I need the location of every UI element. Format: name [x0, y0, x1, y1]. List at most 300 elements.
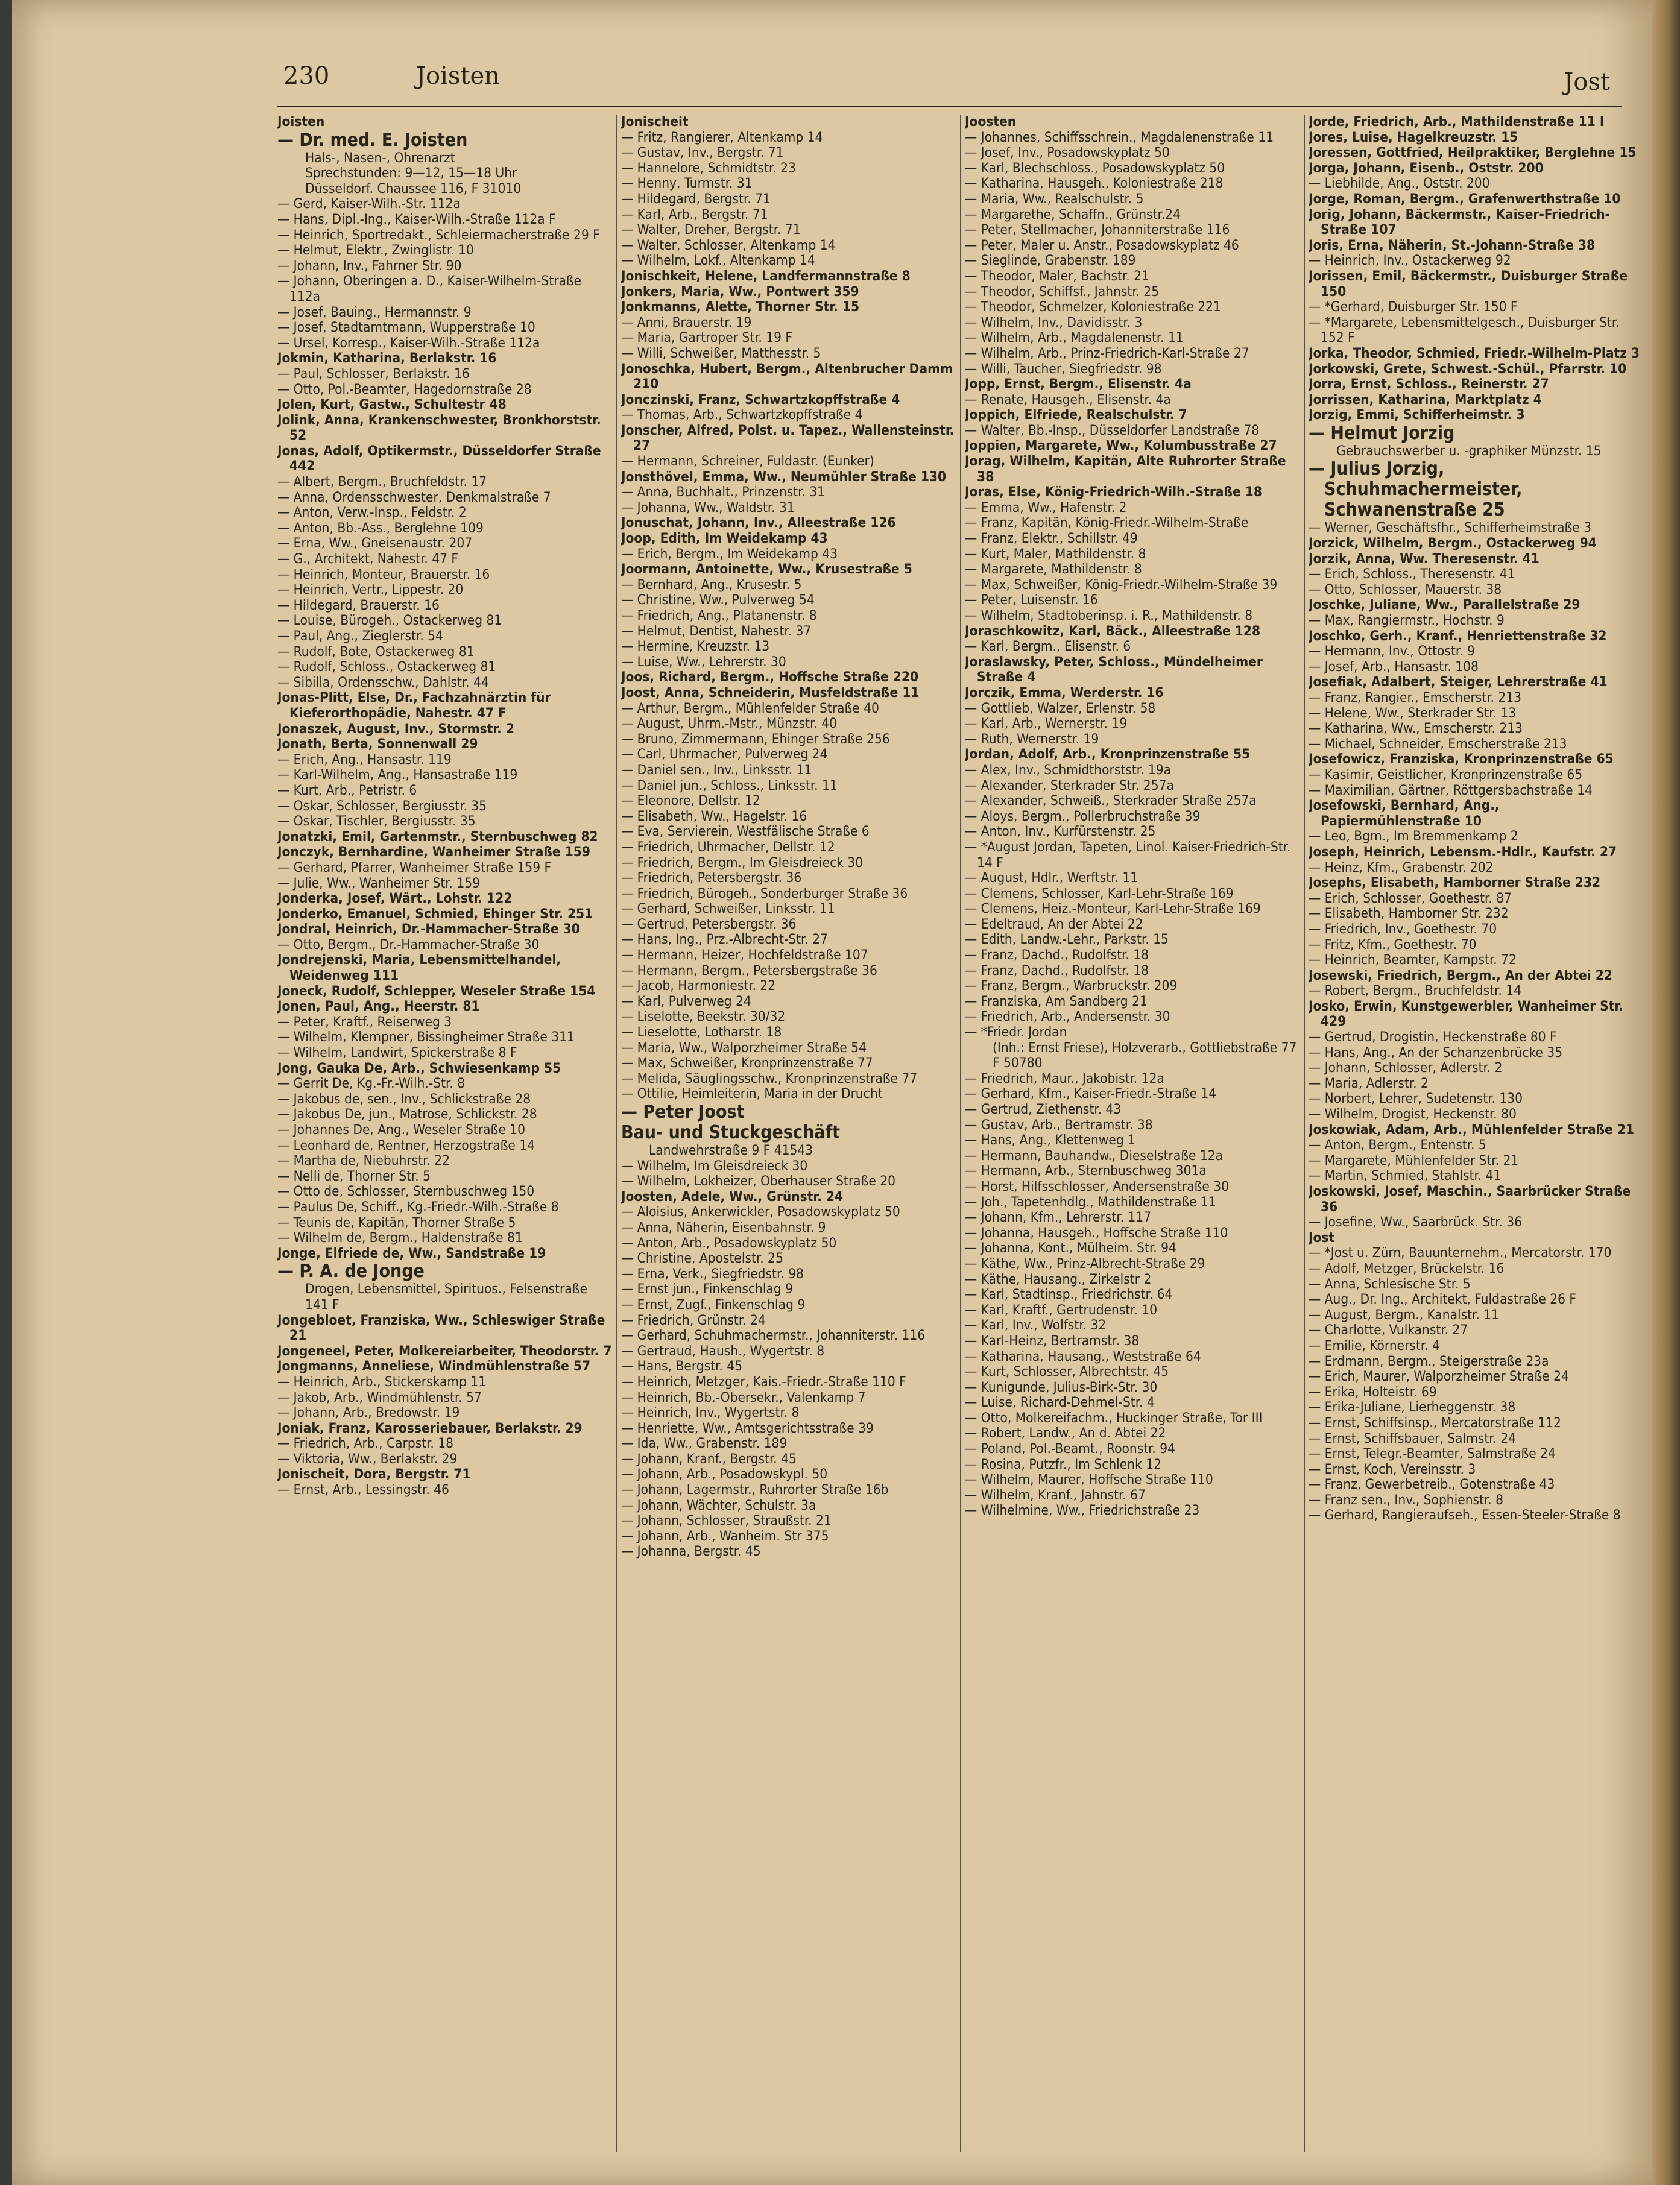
directory-entry: — Henriette, Ww., Amtsgerichtsstraße 39 — [621, 1420, 874, 1436]
directory-entry: Jonischeit, Dora, Bergstr. 71 — [277, 1466, 471, 1483]
directory-entry: — Eleonore, Dellstr. 12 — [621, 793, 760, 809]
directory-entry: — Paulus De, Schiff., Kg.-Friedr.-Wilh.-Straße 8 — [277, 1199, 559, 1215]
directory-entry: — Wilhelm de, Bergm., Haldenstraße 81 — [277, 1230, 523, 1246]
directory-entry: — Karl, Bergm., Elisenstr. 6 — [965, 638, 1131, 655]
directory-entry: — Ursel, Korresp., Kaiser-Wilh.-Straße 112a — [277, 335, 540, 351]
directory-entry: Jonge, Elfriede de, Ww., Sandstraße 19 — [277, 1245, 546, 1261]
directory-entry: — Wilhelm, Maurer, Hoffsche Straße 110 — [965, 1472, 1213, 1488]
directory-entry: — Carl, Uhrmacher, Pulverweg 24 — [621, 746, 828, 763]
directory-entry: Jorge, Roman, Bergm., Grafenwerthstraße 10 — [1309, 191, 1621, 207]
directory-entry: — Johann, Lagermstr., Ruhrorter Straße 16b — [621, 1482, 889, 1498]
directory-entry: — Julius Jorzig, Schuhmachermeister, Schwanenstraße 25 — [1309, 458, 1523, 521]
directory-entry: — Maria, Adlerstr. 2 — [1309, 1075, 1429, 1091]
directory-entry: Joraslawsky, Peter, Schloss., Mündelheimer Straße 4 — [965, 654, 1263, 686]
column-3 — [965, 115, 1299, 2152]
directory-entry: — Anna, Näherin, Eisenbahnstr. 9 — [621, 1219, 826, 1235]
directory-entry: — Elisabeth, Hamborner Str. 232 — [1309, 906, 1509, 922]
directory-entry: — Clemens, Schlosser, Karl-Lehr-Straße 169 — [965, 885, 1234, 901]
directory-entry: — Paul, Ang., Zieglerstr. 54 — [277, 628, 443, 644]
directory-entry: — Sieglinde, Grabenstr. 189 — [965, 253, 1136, 269]
directory-entry: — Helmut Jorzig — [1309, 422, 1455, 444]
directory-entry: — Franz, Dachd., Rudolfstr. 18 — [965, 947, 1149, 963]
directory-entry: — Anna, Buchhalt., Prinzenstr. 31 — [621, 484, 826, 500]
book-edge — [1652, 0, 1680, 2185]
directory-entry: — Franz, Kapitän, König-Friedr.-Wilhelm-Straße — [965, 515, 1249, 531]
directory-entry: Jorga, Johann, Eisenb., Oststr. 200 — [1309, 160, 1544, 176]
directory-entry: Jorzik, Anna, Ww. Theresenstr. 41 — [1309, 550, 1539, 567]
directory-entry: — Kasimir, Geistlicher, Kronprinzenstraße 65 — [1309, 766, 1583, 783]
directory-entry: — Maximilian, Gärtner, Röttgersbachstraße 14 — [1309, 782, 1593, 798]
directory-entry: — Gertrud, Drogistin, Heckenstraße 80 F — [1309, 1029, 1557, 1045]
directory-entry: — Kurt, Schlosser, Albrechtstr. 45 — [965, 1364, 1169, 1380]
directory-entry: — Franz, Elektr., Schillstr. 49 — [965, 531, 1138, 547]
directory-entry: — Johann, Oberingen a. D., Kaiser-Wilhelm-Straße 112a — [277, 273, 582, 304]
directory-entry: — Elisabeth, Ww., Hagelstr. 16 — [621, 808, 807, 824]
directory-entry: — Edeltraud, An der Abtei 22 — [965, 916, 1143, 932]
directory-entry: — Wilhelm, Drogist, Heckenstr. 80 — [1309, 1106, 1517, 1123]
directory-entry: — Hermann, Schreiner, Fuldastr. (Eunker) — [621, 453, 874, 470]
directory-entry: — P. A. de Jonge — [277, 1261, 425, 1282]
directory-entry: — Helmut, Dentist, Nahestr. 37 — [621, 623, 812, 639]
directory-entry: — Gerhard, Schweißer, Linksstr. 11 — [621, 901, 835, 917]
directory-entry: — Erich, Bergm., Im Weidekamp 43 — [621, 546, 838, 562]
directory-entry: — Hildegard, Bergstr. 71 — [621, 191, 771, 207]
directory-entry: Jonsthövel, Emma, Ww., Neumühler Straße 130 — [621, 468, 947, 485]
directory-entry: — August, Uhrm.-Mstr., Münzstr. 40 — [621, 716, 837, 732]
directory-entry: — Franziska, Am Sandberg 21 — [965, 993, 1148, 1009]
directory-entry: — Ida, Ww., Grabenstr. 189 — [621, 1436, 788, 1452]
directory-entry: Jores, Luise, Hagelkreuzstr. 15 — [1309, 129, 1518, 145]
directory-entry: — Aug., Dr. Ing., Architekt, Fuldastraße 26 F — [1309, 1291, 1577, 1308]
directory-entry: — Wilhelm, Stadtoberinsp. i. R., Mathildenstr. 8 — [965, 608, 1253, 623]
directory-entry: — Walter, Dreher, Bergstr. 71 — [621, 222, 801, 238]
directory-entry: — Karl, Pulverweg 24 — [621, 993, 751, 1009]
directory-entry: — Hermann, Bergm., Petersbergstraße 36 — [621, 962, 877, 979]
directory-entry: — Willi, Taucher, Siegfriedstr. 98 — [965, 361, 1162, 377]
directory-entry: — Liebhilde, Ang., Oststr. 200 — [1309, 175, 1490, 192]
directory-entry: — G., Architekt, Nahestr. 47 F — [277, 551, 459, 567]
directory-entry: — Franz sen., Inv., Sophienstr. 8 — [1309, 1492, 1504, 1508]
directory-entry: — Käthe, Hausang., Zirkelstr 2 — [965, 1271, 1152, 1287]
directory-entry: — Wilhelm, Arb., Magdalenenstr. 11 — [965, 330, 1184, 346]
directory-entry: — Anton, Verw.-Insp., Feldstr. 2 — [277, 505, 467, 521]
directory-entry: — Friedrich, Uhrmacher, Dellstr. 12 — [621, 839, 835, 855]
directory-entry: — Liselotte, Beekstr. 30/32 — [621, 1009, 786, 1025]
directory-entry: Joskowski, Josef, Maschin., Saarbrücker Straße 36 — [1309, 1184, 1631, 1215]
directory-entry: — Clemens, Heiz.-Monteur, Karl-Lehr-Straße 169 — [965, 901, 1261, 917]
directory-entry: Jongeneel, Peter, Molkereiarbeiter, Theodorstr. 7 — [277, 1343, 612, 1359]
directory-entry: Jondral, Heinrich, Dr.-Hammacher-Straße 30 — [277, 921, 580, 938]
directory-entry: — Margarete, Mathildenstr. 8 — [965, 561, 1142, 578]
directory-entry: Josefowski, Bernhard, Ang., Papiermühlenstraße 10 — [1309, 798, 1500, 829]
directory-entry: Joraschkowitz, Karl, Bäck., Alleestraße 128 — [965, 623, 1261, 639]
directory-entry: — Franz, Bergm., Warbruckstr. 209 — [965, 978, 1178, 994]
directory-entry: — Johann, Arb., Wanheim. Str 375 — [621, 1528, 829, 1544]
directory-entry: — Hermann, Inv., Ottostr. 9 — [1309, 643, 1475, 660]
directory-entry: Joppien, Margarete, Ww., Kolumbusstraße 27 — [965, 438, 1277, 454]
directory-entry: — Edith, Landw.-Lehr., Parkstr. 15 — [965, 932, 1169, 948]
directory-entry: — Hildegard, Brauerstr. 16 — [277, 597, 440, 613]
directory-entry: Josefowicz, Franziska, Kronprinzenstraße 65 — [1309, 751, 1614, 768]
directory-entry: — Johann, Arb., Posadowskypl. 50 — [621, 1466, 828, 1483]
directory-entry: — Karl, Blechschloss., Posadowskyplatz 50 — [965, 160, 1225, 176]
directory-entry: — *Gerhard, Duisburger Str. 150 F — [1309, 299, 1518, 315]
directory-entry: — Karl, Kraftf., Gertrudenstr. 10 — [965, 1302, 1158, 1318]
directory-entry: Düsseldorf. Chaussee 116, F 31010 — [305, 180, 522, 197]
directory-entry: Jongebloet, Franziska, Ww., Schleswiger Straße 21 — [277, 1312, 605, 1344]
directory-entry: Jong, Gauka De, Arb., Schwiesenkamp 55 — [277, 1060, 561, 1076]
directory-entry: Joisten — [277, 115, 325, 130]
page-header — [277, 57, 1622, 107]
directory-entry: — Rudolf, Bote, Ostackerweg 81 — [277, 643, 475, 660]
directory-entry: Jorag, Wilhelm, Kapitän, Alte Ruhrorter Straße 38 — [965, 453, 1286, 485]
directory-entry: — Erich, Ang., Hansastr. 119 — [277, 751, 452, 768]
directory-entry: Jolink, Anna, Krankenschwester, Bronkhorststr. 52 — [277, 412, 601, 444]
directory-entry: — Heinz, Kfm., Grabenstr. 202 — [1309, 859, 1494, 875]
directory-entry: Jorka, Theodor, Schmied, Friedr.-Wilhelm-Platz 3 — [1309, 345, 1640, 361]
directory-page — [12, 0, 1652, 2185]
directory-entry: — Ernst, Schiffsbauer, Salmstr. 24 — [1309, 1430, 1517, 1446]
directory-entry: — Oskar, Tischler, Bergiusstr. 35 — [277, 813, 476, 830]
directory-entry: — Johanna, Hausgeh., Hoffsche Straße 110 — [965, 1225, 1228, 1241]
directory-entry: — Daniel jun., Schloss., Linksstr. 11 — [621, 777, 838, 793]
running-head-right: Jost — [1564, 68, 1610, 96]
directory-entry: — Hermann, Arb., Sternbuschweg 301a — [965, 1163, 1207, 1179]
directory-entry: Jonath, Berta, Sonnenwall 29 — [277, 736, 478, 752]
directory-entry: — Otto, Schlosser, Mauerstr. 38 — [1309, 581, 1502, 597]
directory-entry: Bau- und Stuckgeschäft — [621, 1122, 841, 1143]
directory-entry: — Anna, Schlesische Str. 5 — [1309, 1276, 1471, 1292]
directory-entry: — Kurt, Maler, Mathildenstr. 8 — [965, 546, 1146, 562]
directory-entry: — Peter, Maler u. Anstr., Posadowskyplatz 46 — [965, 237, 1239, 253]
directory-entry: — Robert, Landw., An d. Abtei 22 — [965, 1425, 1166, 1442]
directory-entry: — Anna, Ordensschwester, Denkmalstraße 7 — [277, 489, 551, 505]
directory-entry: Jonscher, Alfred, Polst. u. Tapez., Wallensteinstr. 27 — [621, 422, 955, 454]
directory-entry: — Luise, Ww., Lehrerstr. 30 — [621, 654, 786, 670]
directory-entry: — Erich, Maurer, Walporzheimer Straße 24 — [1309, 1369, 1569, 1385]
directory-entry: — Theodor, Schiffsf., Jahnstr. 25 — [965, 283, 1160, 300]
column-2 — [621, 115, 956, 2152]
directory-entry: Jorissen, Emil, Bäckermstr., Duisburger Straße 150 — [1309, 268, 1628, 300]
directory-entry: — August, Bergm., Kanalstr. 11 — [1309, 1307, 1499, 1323]
directory-entry: — Theodor, Schmelzer, Koloniestraße 221 — [965, 299, 1221, 315]
directory-entry: — Wilhelm, Klempner, Bissingheimer Straße 311 — [277, 1029, 575, 1045]
directory-entry: — Emma, Ww., Hafenstr. 2 — [965, 499, 1127, 516]
directory-entry: — Friedrich, Arb., Carpstr. 18 — [277, 1436, 454, 1452]
directory-entry: — Bruno, Zimmermann, Ehinger Straße 256 — [621, 731, 890, 747]
directory-entry: — Johann, Schlosser, Straußstr. 21 — [621, 1513, 832, 1529]
directory-entry: — Renate, Hausgeh., Elisenstr. 4a — [965, 391, 1171, 408]
directory-entry: — Poland, Pol.-Beamt., Roonstr. 94 — [965, 1441, 1176, 1457]
directory-entry: Jonischeit — [621, 115, 689, 130]
directory-entry: — Erna, Verk., Siegfriedstr. 98 — [621, 1266, 804, 1282]
directory-entry: — Anton, Bb.-Ass., Berglehne 109 — [277, 520, 484, 536]
directory-entry: — Wilhelm, Im Gleisdreieck 30 — [621, 1158, 808, 1174]
directory-entry: Jonischkeit, Helene, Landfermannstraße 8 — [621, 268, 911, 284]
directory-entry: Joost, Anna, Schneiderin, Musfeldstraße 11 — [621, 684, 920, 701]
directory-entry: — Heinrich, Inv., Ostackerweg 92 — [1309, 253, 1511, 269]
directory-entry: Jonatzki, Emil, Gartenmstr., Sternbuschweg 82 — [277, 828, 598, 845]
directory-entry: — Heinrich, Arb., Stickerskamp 11 — [277, 1373, 487, 1390]
directory-entry: — Johann, Kfm., Lehrerstr. 117 — [965, 1209, 1152, 1226]
directory-entry: — Josef, Bauing., Hermannstr. 9 — [277, 304, 472, 320]
directory-entry: Joniak, Franz, Karosseriebauer, Berlakstr. 29 — [277, 1420, 583, 1436]
directory-entry: — Johanna, Ww., Waldstr. 31 — [621, 499, 795, 516]
directory-entry: Joosten, Adele, Ww., Grünstr. 24 — [621, 1188, 844, 1205]
directory-entry: Jonczinski, Franz, Schwartzkopffstraße 4 — [621, 391, 900, 408]
directory-entry: Josephs, Elisabeth, Hamborner Straße 232 — [1309, 875, 1601, 891]
directory-entry: — Anton, Inv., Kurfürstenstr. 25 — [965, 824, 1156, 840]
directory-entry: — Karl, Arb., Wernerstr. 19 — [965, 716, 1128, 732]
directory-entry: — Sibilla, Ordensschw., Dahlstr. 44 — [277, 674, 489, 690]
directory-entry: — Willi, Schweißer, Matthesstr. 5 — [621, 345, 821, 361]
directory-entry: — Ottilie, Heimleiterin, Maria in der Drucht — [621, 1086, 883, 1102]
directory-entry: — Ernst jun., Finkenschlag 9 — [621, 1281, 794, 1297]
directory-entry: Jolen, Kurt, Gastw., Schultestr 48 — [277, 397, 507, 413]
directory-entry: — Karl, Stadtinsp., Friedrichstr. 64 — [965, 1287, 1173, 1303]
directory-entry: Jorra, Ernst, Schloss., Reinerstr. 27 — [1309, 376, 1549, 393]
directory-entry: — Hans, Bergstr. 45 — [621, 1358, 742, 1375]
directory-entry: — Erika, Holteistr. 69 — [1309, 1384, 1437, 1400]
directory-entry: — Johann, Schlosser, Adlerstr. 2 — [1309, 1060, 1503, 1076]
directory-entry: — Hermann, Bauhandw., Dieselstraße 12a — [965, 1147, 1224, 1164]
directory-entry: — Bernhard, Ang., Krusestr. 5 — [621, 576, 802, 593]
directory-entry: — Teunis de, Kapitän, Thorner Straße 5 — [277, 1214, 516, 1231]
directory-entry: Joop, Edith, Im Weidekamp 43 — [621, 531, 828, 547]
directory-entry: — Johanna, Kont., Mülheim. Str. 94 — [965, 1240, 1176, 1256]
directory-entry: — Katharina, Hausgeh., Koloniestraße 218 — [965, 175, 1224, 192]
directory-entry: — Gerd, Kaiser-Wilh.-Str. 112a — [277, 196, 461, 212]
directory-entry: (Inh.: Ernst Friese), Holzverarb., Gottliebstraße 77 F 50780 — [993, 1039, 1297, 1071]
directory-entry: — August, Hdlr., Werftstr. 11 — [965, 870, 1138, 886]
directory-entry: Jorzick, Wilhelm, Bergm., Ostackerweg 94 — [1309, 535, 1597, 552]
directory-entry: — Gerhard, Kfm., Kaiser-Friedr.-Straße 14 — [965, 1086, 1217, 1102]
column-divider — [960, 115, 961, 2152]
directory-entry: — Paul, Schlosser, Berlakstr. 16 — [277, 365, 470, 382]
directory-entry: — Gerrit De, Kg.-Fr.-Wilh.-Str. 8 — [277, 1076, 465, 1092]
directory-entry: — Max, Rangiermstr., Hochstr. 9 — [1309, 613, 1505, 629]
directory-entry: Jonas-Plitt, Else, Dr., Fachzahnärztin für Kieferorthopädie, Nahestr. 47 F — [277, 690, 551, 721]
directory-entry: Jorig, Johann, Bäckermstr., Kaiser-Friedrich-Straße 107 — [1309, 206, 1611, 238]
directory-entry: — Heinrich, Inv., Wygertstr. 8 — [621, 1405, 800, 1421]
directory-entry: — Otto, Bergm., Dr.-Hammacher-Straße 30 — [277, 936, 540, 953]
directory-entry: — Maria, Ww., Realschulstr. 5 — [965, 191, 1144, 207]
directory-entry: Jordan, Adolf, Arb., Kronprinzenstraße 55 — [965, 746, 1251, 763]
directory-entry: — Heinrich, Bb.-Obersekr., Valenkamp 7 — [621, 1389, 866, 1405]
directory-entry: — Emilie, Körnerstr. 4 — [1309, 1337, 1440, 1354]
directory-entry: — Hannelore, Schmidtstr. 23 — [621, 160, 796, 176]
directory-entry: — Ernst, Arb., Lessingstr. 46 — [277, 1482, 449, 1498]
directory-entry: — *Margarete, Lebensmittelgesch., Duisburger Str. 152 F — [1309, 314, 1620, 346]
directory-entry: — Erich, Schloss., Theresenstr. 41 — [1309, 566, 1515, 582]
directory-entry: Jokmin, Katharina, Berlakstr. 16 — [277, 350, 497, 367]
directory-entry: — Gertrud, Ziethenstr. 43 — [965, 1102, 1122, 1117]
directory-entry: — *Friedr. Jordan — [965, 1024, 1067, 1041]
directory-entry: — Norbert, Lehrer, Sudetenstr. 130 — [1309, 1091, 1523, 1107]
directory-entry: — Wilhelm, Kranf., Jahnstr. 67 — [965, 1487, 1146, 1503]
directory-entry: — Wilhelm, Inv., Davidisstr. 3 — [965, 314, 1143, 330]
column-4 — [1309, 115, 1643, 2152]
directory-entry: — Max, Schweißer, Kronprinzenstraße 77 — [621, 1055, 873, 1071]
directory-entry: — Gertraud, Haush., Wygertstr. 8 — [621, 1343, 825, 1359]
column-divider — [1304, 115, 1305, 2152]
directory-entry: — Fritz, Kfm., Goethestr. 70 — [1309, 936, 1477, 953]
directory-entry: Josefiak, Adalbert, Steiger, Lehrerstraße 41 — [1309, 674, 1608, 690]
directory-entry: — Martha de, Niebuhrstr. 22 — [277, 1153, 450, 1169]
directory-entry: — Peter, Stellmacher, Johanniterstraße 116 — [965, 222, 1230, 238]
directory-entry: — Wilhelm, Lokheizer, Oberhauser Straße 20 — [621, 1173, 895, 1190]
directory-entry: — Albert, Bergm., Bruchfeldstr. 17 — [277, 474, 487, 490]
directory-entry: — Friedrich, Petersbergstr. 36 — [621, 870, 802, 886]
directory-entry: — Ernst, Telegr.-Beamter, Salmstraße 24 — [1309, 1446, 1556, 1462]
directory-entry: Jorkowski, Grete, Schwest.-Schül., Pfarrstr. 10 — [1309, 361, 1627, 377]
directory-entry: — Peter, Kraftf., Reiserweg 3 — [277, 1014, 452, 1030]
directory-entry: — Heinrich, Vertr., Lippestr. 20 — [277, 582, 464, 598]
directory-entry: Hals-, Nasen-, Ohrenarzt — [305, 150, 455, 166]
directory-entry: — Michael, Schneider, Emscherstraße 213 — [1309, 736, 1567, 752]
directory-entry: — Wilhelm, Landwirt, Spickerstraße 8 F — [277, 1045, 517, 1061]
directory-entry: — Johannes De, Ang., Weseler Straße 10 — [277, 1122, 525, 1138]
directory-entry: Joormann, Antoinette, Ww., Krusestraße 5 — [621, 561, 912, 578]
directory-entry: — Adolf, Metzger, Brückelstr. 16 — [1309, 1260, 1505, 1276]
directory-entry: — Erna, Ww., Gneisenaustr. 207 — [277, 535, 473, 552]
directory-entry: Gebrauchswerber u. -graphiker Münzstr. 15 — [1336, 443, 1602, 459]
directory-entry: — Otto, Pol.-Beamter, Hagedornstraße 28 — [277, 381, 532, 397]
directory-entry: — Arthur, Bergm., Mühlenfelder Straße 40 — [621, 700, 879, 716]
directory-entry: — Josefine, Ww., Saarbrück. Str. 36 — [1309, 1214, 1523, 1231]
directory-entry: — Hans, Ing., Prz.-Albrecht-Str. 27 — [621, 932, 828, 948]
directory-entry: Jonen, Paul, Ang., Heerstr. 81 — [277, 998, 480, 1015]
directory-entry: — Karl-Wilhelm, Ang., Hansastraße 119 — [277, 767, 518, 783]
directory-entry: — Jakobus de, sen., Inv., Schlickstraße 28 — [277, 1091, 531, 1107]
directory-entry: — Nelli de, Thorner Str. 5 — [277, 1168, 431, 1184]
directory-entry: Jonoschka, Hubert, Bergm., Altenbrucher Damm 210 — [621, 361, 953, 393]
directory-entry: Jorrissen, Katharina, Marktplatz 4 — [1309, 391, 1542, 408]
directory-entry: — Daniel sen., Inv., Linksstr. 11 — [621, 761, 812, 778]
directory-entry: — Dr. med. E. Joisten — [277, 129, 468, 151]
directory-entry: Jonuschat, Johann, Inv., Alleestraße 126 — [621, 515, 896, 531]
directory-entry: Joosten — [965, 115, 1017, 130]
directory-entry: — Ernst, Schiffsinsp., Mercatorstraße 112 — [1309, 1414, 1561, 1431]
directory-entry: Jonderka, Josef, Wärt., Lohstr. 122 — [277, 891, 513, 907]
directory-entry: — Johanna, Bergstr. 45 — [621, 1543, 761, 1560]
directory-entry: — Jakobus De, jun., Matrose, Schlickstr. 28 — [277, 1106, 537, 1123]
directory-entry: — Horst, Hilfsschlosser, Andersenstraße 30 — [965, 1178, 1230, 1194]
directory-entry: — Karl-Heinz, Bertramstr. 38 — [965, 1332, 1140, 1349]
directory-entry: — Helmut, Elektr., Zwinglistr. 10 — [277, 242, 474, 259]
directory-entry: Joras, Else, König-Friedrich-Wilh.-Straße 18 — [965, 484, 1262, 500]
directory-entry: Joos, Richard, Bergm., Hoffsche Straße 220 — [621, 669, 919, 686]
column-1 — [277, 115, 612, 2152]
directory-entry: Joppich, Elfriede, Realschulstr. 7 — [965, 407, 1187, 423]
directory-entry: — Ernst, Zugf., Finkenschlag 9 — [621, 1296, 806, 1313]
directory-entry: — Heinrich, Sportredakt., Schleiermacherstraße 29 F — [277, 227, 600, 243]
directory-entry: — Louise, Bürogeh., Ostackerweg 81 — [277, 613, 502, 629]
directory-entry: — Leo, Bgm., Im Bremmenkamp 2 — [1309, 828, 1518, 845]
directory-entry: — Melida, Säuglingsschw., Kronprinzenstraße 77 — [621, 1070, 918, 1086]
directory-entry: Jondrejenski, Maria, Lebensmittelhandel, Weidenweg 111 — [277, 952, 561, 984]
directory-entry: — Franz, Gewerbetreib., Gotenstraße 43 — [1309, 1477, 1555, 1493]
directory-entry: — Anton, Arb., Posadowskyplatz 50 — [621, 1235, 837, 1251]
directory-entry: — Wilhelmine, Ww., Friedrichstraße 23 — [965, 1502, 1200, 1519]
directory-entry: — Johann, Inv., Fahrner Str. 90 — [277, 257, 462, 274]
directory-entry: Drogen, Lebensmittel, Spirituos., Felsenstraße 141 F — [305, 1281, 587, 1313]
directory-entry: — Charlotte, Vulkanstr. 27 — [1309, 1322, 1468, 1338]
directory-entry: — Ernst, Koch, Vereinsstr. 3 — [1309, 1461, 1476, 1477]
directory-entry: — Katharina, Ww., Emscherstr. 213 — [1309, 720, 1523, 737]
directory-entry: — Karl, Inv., Wolfstr. 32 — [965, 1317, 1107, 1334]
directory-entry: — Gustav, Arb., Bertramstr. 38 — [965, 1117, 1153, 1133]
directory-entry: — Gerhard, Schuhmachermstr., Johanniterstr. 116 — [621, 1328, 926, 1344]
directory-entry: Joschko, Gerh., Kranf., Henriettenstraße 32 — [1309, 628, 1607, 644]
directory-entry: — Kurt, Arb., Petristr. 6 — [277, 782, 417, 798]
directory-entry: Jonderko, Emanuel, Schmied, Ehinger Str. 251 — [277, 906, 593, 922]
directory-entry: — Josef, Arb., Hansastr. 108 — [1309, 658, 1479, 675]
directory-entry: — Josef, Inv., Posadowskyplatz 50 — [965, 145, 1170, 161]
directory-entry: — Erdmann, Bergm., Steigerstraße 23a — [1309, 1353, 1549, 1369]
directory-entry: — Heinrich, Beamter, Kampstr. 72 — [1309, 952, 1517, 968]
directory-entry: — Margarethe, Schaffn., Grünstr.24 — [965, 206, 1181, 222]
directory-entry: — Peter Joost — [621, 1102, 745, 1123]
directory-entry: — Wilhelm, Lokf., Altenkamp 14 — [621, 253, 815, 269]
directory-entry: — Kunigunde, Julius-Birk-Str. 30 — [965, 1379, 1158, 1395]
directory-entry: — Eva, Servierein, Westfälische Straße 6 — [621, 824, 870, 840]
directory-entry: — Luise, Richard-Dehmel-Str. 4 — [965, 1395, 1155, 1411]
directory-entry: Jonczyk, Bernhardine, Wanheimer Straße 159 — [277, 844, 590, 860]
directory-entry: Joseph, Heinrich, Lebensm.-Hdlr., Kaufstr. 27 — [1309, 843, 1617, 860]
directory-entry: — Johann, Arb., Bredowstr. 19 — [277, 1405, 460, 1421]
directory-entry: — Katharina, Hausang., Weststraße 64 — [965, 1348, 1201, 1364]
directory-entry: — Ruth, Wernerstr. 19 — [965, 731, 1099, 747]
directory-entry: — Walter, Schlosser, Altenkamp 14 — [621, 237, 836, 253]
directory-entry: — Heinrich, Metzger, Kais.-Friedr.-Straße 110 F — [621, 1373, 906, 1390]
directory-entry: — Anton, Bergm., Entenstr. 5 — [1309, 1137, 1486, 1153]
directory-entry: — Friedrich, Grünstr. 24 — [621, 1312, 766, 1328]
directory-entry: Josewski, Friedrich, Bergm., An der Abtei 22 — [1309, 967, 1612, 983]
directory-columns — [277, 115, 1640, 2152]
directory-entry: — Gertrud, Petersbergstr. 36 — [621, 916, 797, 932]
directory-entry: Jost — [1309, 1229, 1335, 1246]
directory-entry: — Max, Schweißer, König-Friedr.-Wilhelm-Straße 39 — [965, 576, 1278, 593]
directory-entry: Jorczik, Emma, Werderstr. 16 — [965, 684, 1164, 701]
directory-entry: Jonas, Adolf, Optikermstr., Düsseldorfer Straße 442 — [277, 443, 601, 475]
directory-entry: — Erich, Schlosser, Goethestr. 87 — [1309, 890, 1512, 906]
directory-entry: Jongmanns, Anneliese, Windmühlenstraße 57 — [277, 1358, 591, 1375]
running-head-left: Joisten — [416, 62, 500, 90]
directory-entry: — Rosina, Putzfr., Im Schlenk 12 — [965, 1456, 1161, 1472]
directory-entry: — Friedrich, Bergm., Im Gleisdreieck 30 — [621, 854, 864, 871]
directory-entry: — Karl, Arb., Bergstr. 71 — [621, 206, 768, 222]
directory-entry: — Maria, Ww., Walporzheimer Straße 54 — [621, 1039, 867, 1056]
directory-entry: Jonaszek, August, Inv., Stormstr. 2 — [277, 720, 515, 737]
directory-entry: Joskowiak, Adam, Arb., Mühlenfelder Straße 21 — [1309, 1121, 1635, 1138]
directory-entry: — Oskar, Schlosser, Bergiusstr. 35 — [277, 798, 487, 814]
directory-entry: — Aloisius, Ankerwickler, Posadowskyplatz 50 — [621, 1204, 900, 1220]
directory-entry: — Maria, Gartroper Str. 19 F — [621, 330, 793, 346]
directory-entry: — Julie, Ww., Wanheimer Str. 159 — [277, 875, 480, 891]
directory-entry: — Hans, Ang., An der Schanzenbrücke 35 — [1309, 1044, 1563, 1061]
directory-entry: — Johann, Kranf., Bergstr. 45 — [621, 1451, 797, 1467]
directory-entry: Jorzig, Emmi, Schifferheimstr. 3 — [1309, 407, 1525, 423]
directory-entry: — Gerhard, Rangieraufseh., Essen-Steeler-Straße 8 — [1309, 1507, 1621, 1524]
directory-entry: — Wilhelm, Arb., Prinz-Friedrich-Karl-Straße 27 — [965, 345, 1249, 361]
directory-entry: — Theodor, Maler, Bachstr. 21 — [965, 268, 1149, 284]
directory-entry: — Friedrich, Arb., Andersenstr. 30 — [965, 1009, 1170, 1025]
directory-entry: — Josef, Stadtamtmann, Wupperstraße 10 — [277, 320, 535, 336]
directory-entry: — Alexander, Schweiß., Sterkrader Straße 257a — [965, 793, 1257, 809]
directory-entry: — Helene, Ww., Sterkrader Str. 13 — [1309, 705, 1517, 721]
directory-entry: — Hans, Dipl.-Ing., Kaiser-Wilh.-Straße 112a F — [277, 211, 556, 227]
